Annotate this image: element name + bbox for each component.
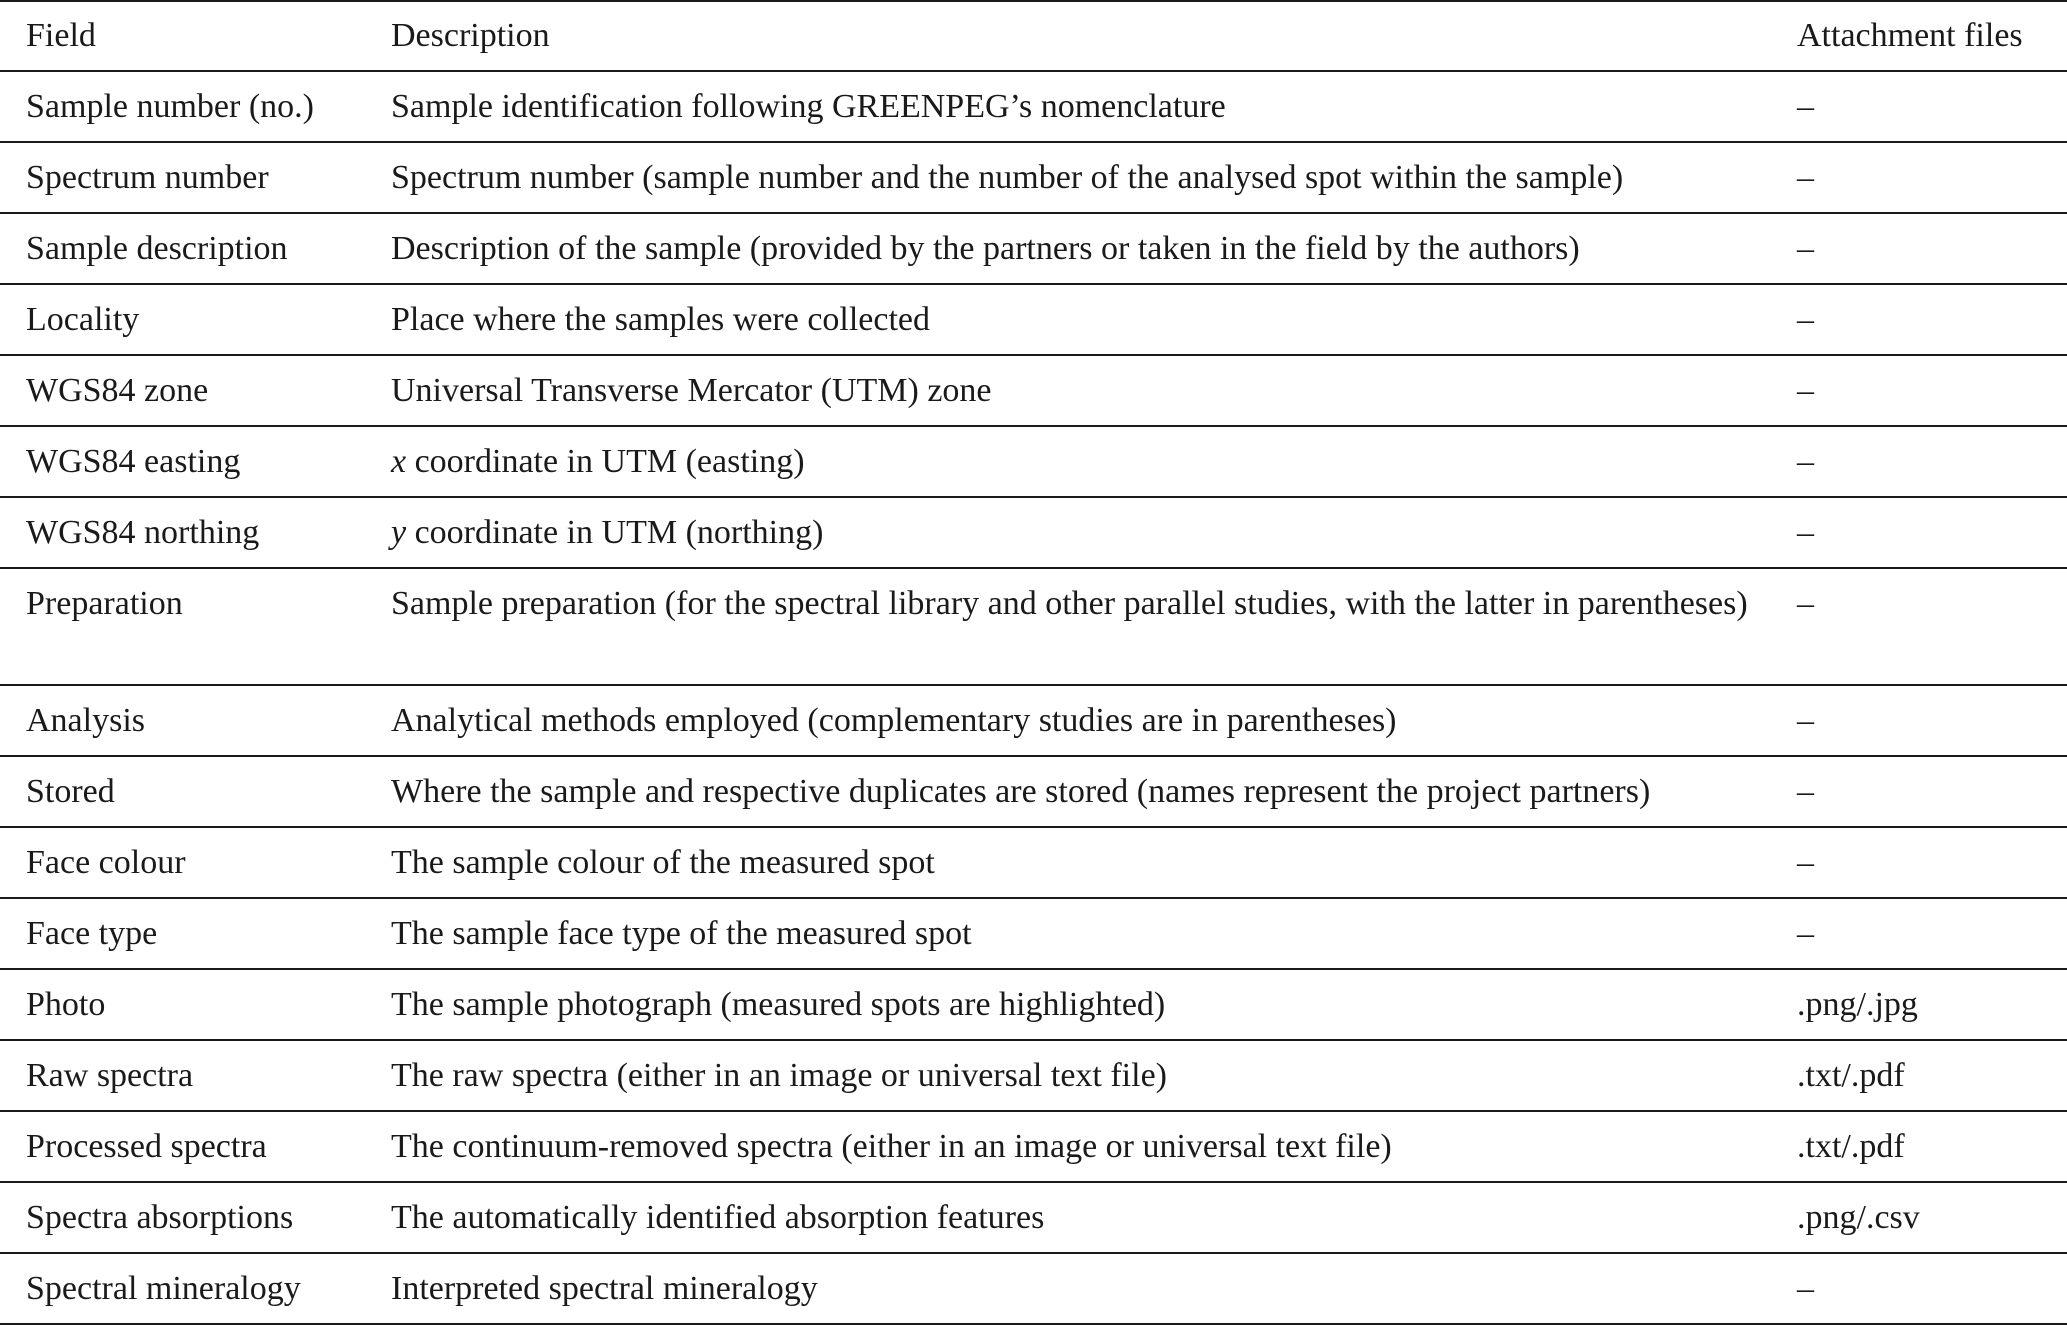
table-row [0, 1253, 2067, 1324]
field-cell: Spectral mineralogy [0, 1253, 365, 1324]
description-text: coordinate in UTM (easting) [406, 443, 805, 480]
description-cell: Analytical methods employed (complementary studies are in parentheses) [365, 685, 1793, 756]
attachment-cell: – [1793, 756, 2067, 827]
description-cell: Interpreted spectral mineralogy [365, 1253, 1793, 1324]
table-body [0, 71, 2067, 1324]
field-cell: Preparation [0, 568, 365, 685]
table-row [0, 1111, 2067, 1182]
attachment-cell: – [1793, 568, 2067, 685]
attachment-cell: – [1793, 213, 2067, 284]
table-row [0, 142, 2067, 213]
field-cell: WGS84 northing [0, 497, 365, 568]
coordinate-symbol: y [391, 514, 407, 551]
header-description: Description [365, 1, 1793, 71]
description-cell: The automatically identified absorption features [365, 1182, 1793, 1253]
table-row [0, 1182, 2067, 1253]
table-row [0, 568, 2067, 685]
coordinate-symbol: x [391, 443, 407, 480]
table-row [0, 1040, 2067, 1111]
field-cell: WGS84 zone [0, 355, 365, 426]
description-cell: The raw spectra (either in an image or universal text file) [365, 1040, 1793, 1111]
field-cell: Processed spectra [0, 1111, 365, 1182]
header-attachment-files: Attachment files [1793, 1, 2067, 71]
table-row [0, 355, 2067, 426]
table-row [0, 426, 2067, 497]
attachment-cell: – [1793, 284, 2067, 355]
description-cell: Where the sample and respective duplicates are stored (names represent the project partners) [365, 756, 1793, 827]
field-cell: Face colour [0, 827, 365, 898]
field-cell: Face type [0, 898, 365, 969]
description-cell: Place where the samples were collected [365, 284, 1793, 355]
attachment-cell: – [1793, 142, 2067, 213]
table-row [0, 827, 2067, 898]
attachment-cell: .txt/.pdf [1793, 1111, 2067, 1182]
attachment-cell: – [1793, 827, 2067, 898]
field-cell: WGS84 easting [0, 426, 365, 497]
field-cell: Analysis [0, 685, 365, 756]
description-cell: Sample preparation (for the spectral library and other parallel studies, with the latter in parentheses) [365, 568, 1793, 685]
field-cell: Spectrum number [0, 142, 365, 213]
table-row [0, 898, 2067, 969]
description-cell: The sample colour of the measured spot [365, 827, 1793, 898]
description-cell: Spectrum number (sample number and the number of the analysed spot within the sample) [365, 142, 1793, 213]
attachment-cell: – [1793, 898, 2067, 969]
description-cell: The continuum-removed spectra (either in an image or universal text file) [365, 1111, 1793, 1182]
field-cell: Stored [0, 756, 365, 827]
table-row [0, 71, 2067, 142]
field-cell: Sample number (no.) [0, 71, 365, 142]
field-cell: Photo [0, 969, 365, 1040]
description-cell: Universal Transverse Mercator (UTM) zone [365, 355, 1793, 426]
attachment-cell: – [1793, 355, 2067, 426]
attachment-cell: .png/.csv [1793, 1182, 2067, 1253]
description-cell: Description of the sample (provided by the partners or taken in the field by the authors) [365, 213, 1793, 284]
description-cell [365, 426, 1793, 497]
header-field: Field [0, 1, 365, 71]
attachment-cell: – [1793, 71, 2067, 142]
description-cell [365, 497, 1793, 568]
field-cell: Spectra absorptions [0, 1182, 365, 1253]
description-text: coordinate in UTM (northing) [406, 514, 824, 551]
description-cell: Sample identification following GREENPEG’s nomenclature [365, 71, 1793, 142]
header-row [0, 1, 2067, 71]
table-row [0, 284, 2067, 355]
table-row [0, 969, 2067, 1040]
field-cell: Sample description [0, 213, 365, 284]
attachment-cell: – [1793, 1253, 2067, 1324]
table-row [0, 685, 2067, 756]
description-cell: The sample face type of the measured spot [365, 898, 1793, 969]
table-row [0, 497, 2067, 568]
field-cell: Locality [0, 284, 365, 355]
attachment-cell: – [1793, 426, 2067, 497]
description-cell: The sample photograph (measured spots are highlighted) [365, 969, 1793, 1040]
table-row [0, 213, 2067, 284]
attachment-cell: .txt/.pdf [1793, 1040, 2067, 1111]
table-row [0, 756, 2067, 827]
attachment-cell: – [1793, 497, 2067, 568]
attachment-cell: – [1793, 685, 2067, 756]
field-cell: Raw spectra [0, 1040, 365, 1111]
attachment-cell: .png/.jpg [1793, 969, 2067, 1040]
